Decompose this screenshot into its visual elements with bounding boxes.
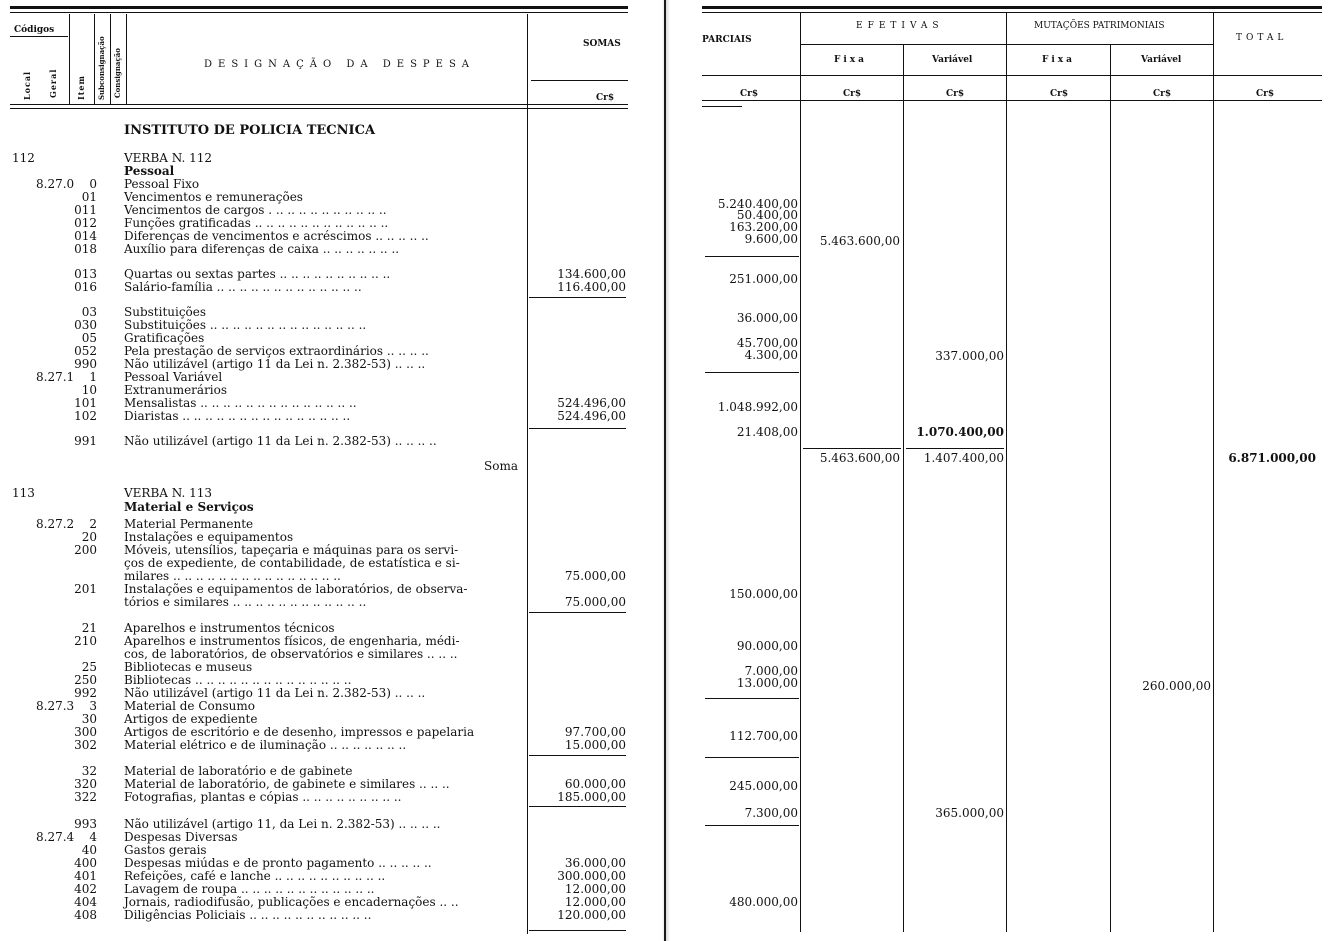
row-description: Pessoal: [124, 164, 175, 178]
item-code: 302: [74, 738, 97, 752]
top-rule-thin: [702, 12, 1322, 13]
soma-sub-rule: [531, 80, 628, 81]
currency-label: Cr$: [740, 89, 759, 99]
item-code: 101: [74, 396, 97, 410]
col-divider: [126, 14, 127, 104]
row-amount: 12.000,00: [564, 882, 626, 896]
section-code: 8.27.0: [36, 177, 75, 191]
fixa-label: Fixa: [834, 55, 868, 65]
row-description: Gratificações: [124, 331, 205, 345]
parcial-value: 1.048.992,00: [717, 400, 798, 414]
currency-label: Cr$: [946, 89, 965, 99]
item-code: 300: [74, 725, 97, 739]
row-description: Aparelhos e instrumentos técnicos: [124, 621, 335, 635]
row-amount: 36.000,00: [564, 856, 626, 870]
soma-label: SOMAS: [583, 39, 621, 49]
row-description: Despesas Diversas: [124, 830, 238, 844]
item-code: 10: [81, 383, 97, 397]
parcial-value: 150.000,00: [729, 587, 798, 601]
row-description: Refeições, café e lanche .. .. .. .. .. .. .. .. .. ..: [124, 869, 386, 883]
row-description: Diligências Policiais .. .. .. .. .. .. .. .. .. .. ..: [124, 908, 372, 922]
parcial-value: 50.400,00: [736, 208, 798, 222]
row-description: cos, de laboratórios, de observatórios e similares .. .. ..: [124, 647, 458, 661]
sum-rule: [705, 698, 799, 699]
codigos-label: Códigos: [14, 25, 55, 35]
col-divider: [1213, 12, 1214, 932]
parciais-label: PARCIAIS: [702, 35, 752, 45]
fixa-mut-label: Fixa: [1042, 55, 1076, 65]
item-code: 993: [74, 817, 97, 831]
sum-rule: [529, 612, 626, 613]
parcial-value: 163.200,00: [729, 220, 798, 234]
mutacoes-label: MUTAÇÕES PATRIMONIAIS: [1034, 21, 1165, 31]
total-label: TOTAL: [1236, 33, 1288, 43]
sum-rule: [529, 755, 626, 756]
consignacao-label: Consignação: [113, 48, 122, 98]
row-amount: 75.000,00: [564, 569, 626, 583]
row-description: Móveis, utensílios, tapeçaria e máquinas para os servi-: [124, 543, 459, 557]
header-bottom-rule-short: [702, 106, 742, 107]
item-code: 05: [81, 331, 97, 345]
item-code: 991: [74, 434, 97, 448]
currency-label: Cr$: [596, 93, 615, 103]
parcial-value: 9.600,00: [744, 232, 798, 246]
row-description: Despesas miúdas e de pronto pagamento .. .. .. .. ..: [124, 856, 432, 870]
item-code: 992: [74, 686, 97, 700]
item-code: 0: [89, 177, 97, 191]
mutacao-variavel-value: 260.000,00: [1142, 679, 1211, 693]
section-code: 8.27.2: [36, 517, 75, 531]
row-description: Pela prestação de serviços extraordinários .. .. .. ..: [124, 344, 429, 358]
sum-rule: [705, 372, 799, 373]
row-description: Pessoal Variável: [124, 370, 223, 384]
item-code: 30: [81, 712, 97, 726]
row-description: Material de laboratório, de gabinete e similares .. .. ..: [124, 777, 450, 791]
row-amount: 185.000,00: [557, 790, 626, 804]
item-code: 200: [74, 543, 97, 557]
row-description: Diferenças de vencimentos e acréscimos .. .. .. .. ..: [124, 229, 429, 243]
efetiva-variavel-value: 1.070.400,00: [916, 425, 1004, 439]
item-code: 011: [74, 203, 97, 217]
parcial-value: 112.700,00: [729, 729, 798, 743]
efetivas-label: EFETIVAS: [856, 21, 944, 31]
section-code: 8.27.1: [36, 370, 75, 384]
header-bottom-rule: [702, 100, 1322, 101]
efetiva-variavel-value: 365.000,00: [935, 806, 1004, 820]
subheader-rule: [702, 75, 1322, 76]
row-description: Material e Serviços: [124, 500, 254, 514]
item-code: 322: [74, 790, 97, 804]
item-code: 401: [74, 869, 97, 883]
row-amount: 116.400,00: [557, 280, 626, 294]
row-amount: 12.000,00: [564, 895, 626, 909]
item-code: 102: [74, 409, 97, 423]
row-description: Pessoal Fixo: [124, 177, 200, 191]
item-code: 4: [89, 830, 97, 844]
row-description: milares .. .. .. .. .. .. .. .. .. .. .. .. .. .. ..: [124, 569, 341, 583]
col-divider: [1006, 12, 1007, 932]
row-description: Material de Consumo: [124, 699, 255, 713]
item-code: 03: [81, 305, 97, 319]
item-code: 250: [74, 673, 97, 687]
item-code: 404: [74, 895, 97, 909]
row-description: Salário-família .. .. .. .. .. .. .. .. .. .. .. .. ..: [124, 280, 362, 294]
parcial-value: 13.000,00: [736, 676, 798, 690]
institute-title: INSTITUTO DE POLICIA TECNICA: [124, 123, 376, 138]
parcial-value: 7.300,00: [744, 806, 798, 820]
row-description: Material Permanente: [124, 517, 254, 531]
item-code: 210: [74, 634, 97, 648]
parcial-value: 21.408,00: [736, 425, 798, 439]
row-description: Auxílio para diferenças de caixa .. .. .. .. .. .. ..: [124, 242, 400, 256]
parcial-value: 251.000,00: [729, 272, 798, 286]
sum-rule: [529, 930, 626, 931]
sum-rule: [705, 757, 799, 758]
item-code: 990: [74, 357, 97, 371]
item-code: 25: [81, 660, 97, 674]
sum-rule: [906, 448, 1004, 449]
verba-code: 113: [12, 486, 35, 500]
row-description: Vencimentos e remunerações: [124, 190, 303, 204]
row-description: Extranumerários: [124, 383, 228, 397]
total-value: 6.871.000,00: [1228, 451, 1316, 465]
row-amount: 15.000,00: [564, 738, 626, 752]
currency-label: Cr$: [1153, 89, 1172, 99]
row-description: Bibliotecas .. .. .. .. .. .. .. .. .. .. .. .. .. ..: [124, 673, 352, 687]
item-code: 320: [74, 777, 97, 791]
item-code: 201: [74, 582, 97, 596]
currency-label: Cr$: [1050, 89, 1069, 99]
item-code: 408: [74, 908, 97, 922]
row-amount: 120.000,00: [557, 908, 626, 922]
row-amount: 75.000,00: [564, 595, 626, 609]
sum-rule: [529, 297, 626, 298]
row-description: Substituições .. .. .. .. .. .. .. .. .. .. .. .. .. ..: [124, 318, 367, 332]
section-code: 8.27.4: [36, 830, 75, 844]
sum-rule: [529, 806, 626, 807]
row-description: Diaristas .. .. .. .. .. .. .. .. .. .. .. .. .. .. ..: [124, 409, 351, 423]
row-description: Não utilizável (artigo 11 da Lei n. 2.382-53) .. .. .. ..: [124, 434, 437, 448]
row-description: Lavagem de roupa .. .. .. .. .. .. .. .. .. .. .. ..: [124, 882, 375, 896]
row-description: Artigos de expediente: [124, 712, 258, 726]
col-divider: [110, 14, 111, 104]
parcial-value: 480.000,00: [729, 895, 798, 909]
row-description: Não utilizável (artigo 11 da Lei n. 2.382-53) .. .. ..: [124, 686, 426, 700]
col-divider: [800, 12, 801, 932]
row-description: Quartas ou sextas partes .. .. .. .. .. .. .. .. .. ..: [124, 267, 391, 281]
row-description: Gastos gerais: [124, 843, 207, 857]
variavel-label: Variável: [932, 55, 973, 65]
item-code: 018: [74, 242, 97, 256]
header-bottom-rule: [10, 104, 628, 105]
item-code: 014: [74, 229, 97, 243]
item-code: 21: [81, 621, 97, 635]
currency-label: Cr$: [843, 89, 862, 99]
item-code: 1: [89, 370, 97, 384]
col-divider: [94, 14, 95, 104]
item-code: 01: [81, 190, 97, 204]
local-label: Local: [22, 70, 32, 100]
item-code: 052: [74, 344, 97, 358]
verba-code: 112: [12, 151, 35, 165]
top-rule-thick: [702, 6, 1322, 9]
row-amount: 97.700,00: [564, 725, 626, 739]
parcial-value: 90.000,00: [736, 639, 798, 653]
col-divider: [1110, 44, 1111, 932]
row-description: Mensalistas .. .. .. .. .. .. .. .. .. .. .. .. .. ..: [124, 396, 357, 410]
row-description: Jornais, radiodifusão, publicações e encadernações .. ..: [124, 895, 459, 909]
geral-label: Geral: [48, 68, 58, 98]
item-code: 3: [89, 699, 97, 713]
efetiva-variavel-value: 337.000,00: [935, 349, 1004, 363]
section-code: 8.27.3: [36, 699, 75, 713]
row-description: Vencimentos de cargos . .. .. .. .. .. .. .. .. .. ..: [124, 203, 387, 217]
sum-rule: [705, 256, 799, 257]
item-code: 016: [74, 280, 97, 294]
row-description: VERBA N. 113: [124, 486, 213, 500]
col-divider: [903, 44, 904, 932]
item-code: 400: [74, 856, 97, 870]
variavel-mut-label: Variável: [1141, 55, 1182, 65]
parcial-value: 36.000,00: [736, 311, 798, 325]
amount-col-divider: [527, 14, 528, 934]
top-rule-thin: [10, 12, 628, 13]
header-bottom-rule-2: [10, 108, 628, 109]
parcial-value: 45.700,00: [736, 336, 798, 350]
row-amount: 524.496,00: [557, 396, 626, 410]
row-description: Instalações e equipamentos: [124, 530, 294, 544]
item-code: 402: [74, 882, 97, 896]
book-spine: [664, 0, 666, 941]
parcial-value: 7.000,00: [744, 664, 798, 678]
currency-label: Cr$: [1256, 89, 1275, 99]
row-description: Não utilizável (artigo 11 da Lei n. 2.382-53) .. .. ..: [124, 357, 426, 371]
designacao-label: DESIGNAÇÃO DA DESPESA: [204, 59, 476, 70]
sum-rule: [803, 448, 901, 449]
item-code: 013: [74, 267, 97, 281]
row-description: tórios e similares .. .. .. .. .. .. .. .. .. .. .. ..: [124, 595, 367, 609]
row-amount: 134.600,00: [557, 267, 626, 281]
efetiva-fixa-value: 5.463.600,00: [819, 451, 900, 465]
row-description: VERBA N. 112: [124, 151, 213, 165]
row-amount: 60.000,00: [564, 777, 626, 791]
parcial-value: 245.000,00: [729, 779, 798, 793]
top-rule-thick: [10, 6, 628, 9]
row-description: Fotografias, plantas e cópias .. .. .. .. .. .. .. .. ..: [124, 790, 402, 804]
parcial-value: 4.300,00: [744, 348, 798, 362]
row-description: Funções gratificadas .. .. .. .. .. .. .. .. .. .. .. ..: [124, 216, 389, 230]
efetiva-variavel-value: 1.407.400,00: [923, 451, 1004, 465]
item-code: 20: [81, 530, 97, 544]
parcial-value: 5.240.400,00: [717, 197, 798, 211]
item-code: 32: [81, 764, 97, 778]
soma-label: Soma: [484, 459, 518, 473]
row-description: Material de laboratório e de gabinete: [124, 764, 353, 778]
item-code: 40: [81, 843, 97, 857]
row-description: Material elétrico e de iluminação .. .. .. .. .. .. ..: [124, 738, 407, 752]
group-header-rule: [800, 44, 1214, 45]
row-description: Não utilizável (artigo 11, da Lei n. 2.382-53) .. .. .. ..: [124, 817, 441, 831]
item-label: Item: [76, 75, 86, 100]
item-code: 012: [74, 216, 97, 230]
row-amount: 300.000,00: [557, 869, 626, 883]
row-description: Artigos de escritório e de desenho, impressos e papelaria: [124, 725, 475, 739]
col-divider: [69, 14, 70, 104]
item-code: 030: [74, 318, 97, 332]
subconsignacao-label: Subconsignação: [97, 36, 106, 100]
row-description: Bibliotecas e museus: [124, 660, 253, 674]
row-description: ços de expediente, de contabilidade, de estatística e si-: [124, 556, 460, 570]
sum-rule: [705, 825, 799, 826]
row-description: Aparelhos e instrumentos físicos, de engenharia, médi-: [124, 634, 460, 648]
row-description: Instalações e equipamentos de laboratórios, de observa-: [124, 582, 468, 596]
row-amount: 524.496,00: [557, 409, 626, 423]
row-description: Substituições: [124, 305, 207, 319]
item-code: 2: [89, 517, 97, 531]
sum-rule: [529, 428, 626, 429]
efetiva-fixa-value: 5.463.600,00: [819, 234, 900, 248]
